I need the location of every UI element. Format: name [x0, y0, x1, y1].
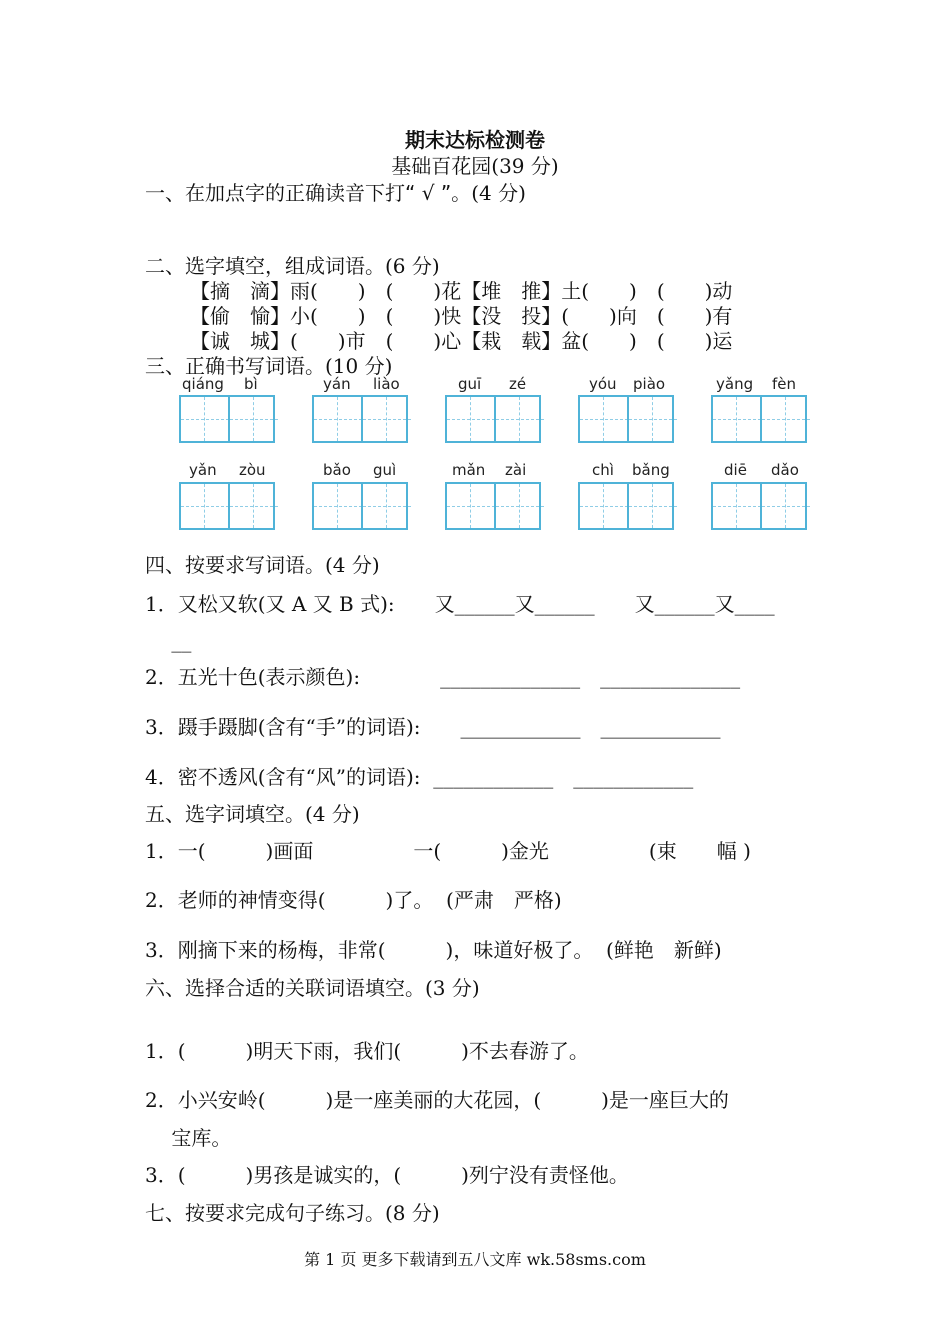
page-title: 期末达标检测卷 — [405, 128, 545, 152]
s2-row-3: 【诚 城】( )市 ( )心【栽 载】盆( ) ( )运 — [190, 329, 733, 353]
s4-item-2: 2．五光十色(表示颜色): ______________ ______________ — [145, 665, 741, 689]
page-footer: 第 1 页 更多下载请到五八文库 wk.58sms.com — [304, 1250, 646, 1269]
s6-item-2-cont: 宝库。 — [145, 1126, 232, 1150]
pinyin: chì — [592, 461, 614, 479]
pinyin: zòu — [239, 461, 266, 479]
writing-grid[interactable] — [711, 395, 807, 443]
pinyin: yóu — [589, 375, 617, 393]
s5-item-3: 3．刚摘下来的杨梅，非常( )，味道好极了。 (鲜艳 新鲜) — [145, 938, 722, 962]
pinyin: bǎo — [323, 461, 351, 479]
s5-item-2: 2．老师的神情变得( )了。 (严肃 严格) — [145, 888, 562, 912]
writing-grid[interactable] — [711, 482, 807, 530]
s4-item-1: 1．又松又软(又 A 又 B 式): 又______又______ 又______又____ — [145, 592, 775, 616]
s6-item-3: 3．( )男孩是诚实的，( )列宁没有责怪他。 — [145, 1163, 629, 1187]
pinyin: bǎng — [632, 461, 670, 479]
pinyin: fèn — [772, 375, 797, 393]
s4-item-3: 3．蹑手蹑脚(含有“手”的词语): ____________ ____________ — [145, 715, 721, 739]
s4-item-4: 4．密不透风(含有“风”的词语): ____________ ____________ — [145, 765, 694, 789]
section-1-heading: 一、在加点字的正确读音下打“ √ ”。(4 分) — [145, 181, 526, 205]
writing-grid[interactable] — [578, 395, 674, 443]
pinyin: zài — [505, 461, 527, 479]
section-7-heading: 七、按要求完成句子练习。(8 分) — [145, 1201, 440, 1225]
writing-grid[interactable] — [445, 395, 541, 443]
pinyin: liào — [373, 375, 400, 393]
writing-grid[interactable] — [312, 482, 408, 530]
writing-grid[interactable] — [445, 482, 541, 530]
s2-row-1: 【摘 滴】雨( ) ( )花【堆 推】土( ) ( )动 — [190, 279, 733, 303]
pinyin: zé — [509, 375, 527, 393]
pinyin: guì — [373, 461, 397, 479]
s6-item-2: 2．小兴安岭( )是一座美丽的大花园，( )是一座巨大的 — [145, 1088, 729, 1112]
pinyin: yán — [323, 375, 351, 393]
writing-grid[interactable] — [578, 482, 674, 530]
pinyin: yǎng — [716, 375, 754, 393]
section-3-heading: 三、正确书写词语。(10 分) — [145, 354, 393, 378]
pinyin: guī — [458, 375, 482, 393]
section-6-heading: 六、选择合适的关联词语填空。(3 分) — [145, 976, 480, 1000]
pinyin: diē — [724, 461, 747, 479]
section-4-heading: 四、按要求写词语。(4 分) — [145, 553, 380, 577]
pinyin: piào — [633, 375, 666, 393]
pinyin: yǎn — [189, 461, 217, 479]
pinyin: mǎn — [452, 461, 486, 479]
s5-item-1: 1．一( )画面 一( )金光 (束 幅 ) — [145, 839, 751, 863]
pinyin: bì — [244, 375, 258, 393]
section-5-heading: 五、选字词填空。(4 分) — [145, 802, 360, 826]
writing-grid[interactable] — [312, 395, 408, 443]
s2-row-2: 【偷 愉】小( ) ( )快【没 投】( )向 ( )有 — [190, 304, 733, 328]
s6-item-1: 1．( )明天下雨，我们( )不去春游了。 — [145, 1039, 589, 1063]
section-2-heading: 二、选字填空，组成词语。(6 分) — [145, 254, 440, 278]
writing-grid[interactable] — [179, 395, 275, 443]
pinyin: qiáng — [182, 375, 224, 393]
pinyin: dǎo — [771, 461, 799, 479]
page-subtitle: 基础百花园(39 分) — [391, 154, 559, 178]
s4-item-1-cont: __ — [145, 629, 192, 653]
writing-grid[interactable] — [179, 482, 275, 530]
